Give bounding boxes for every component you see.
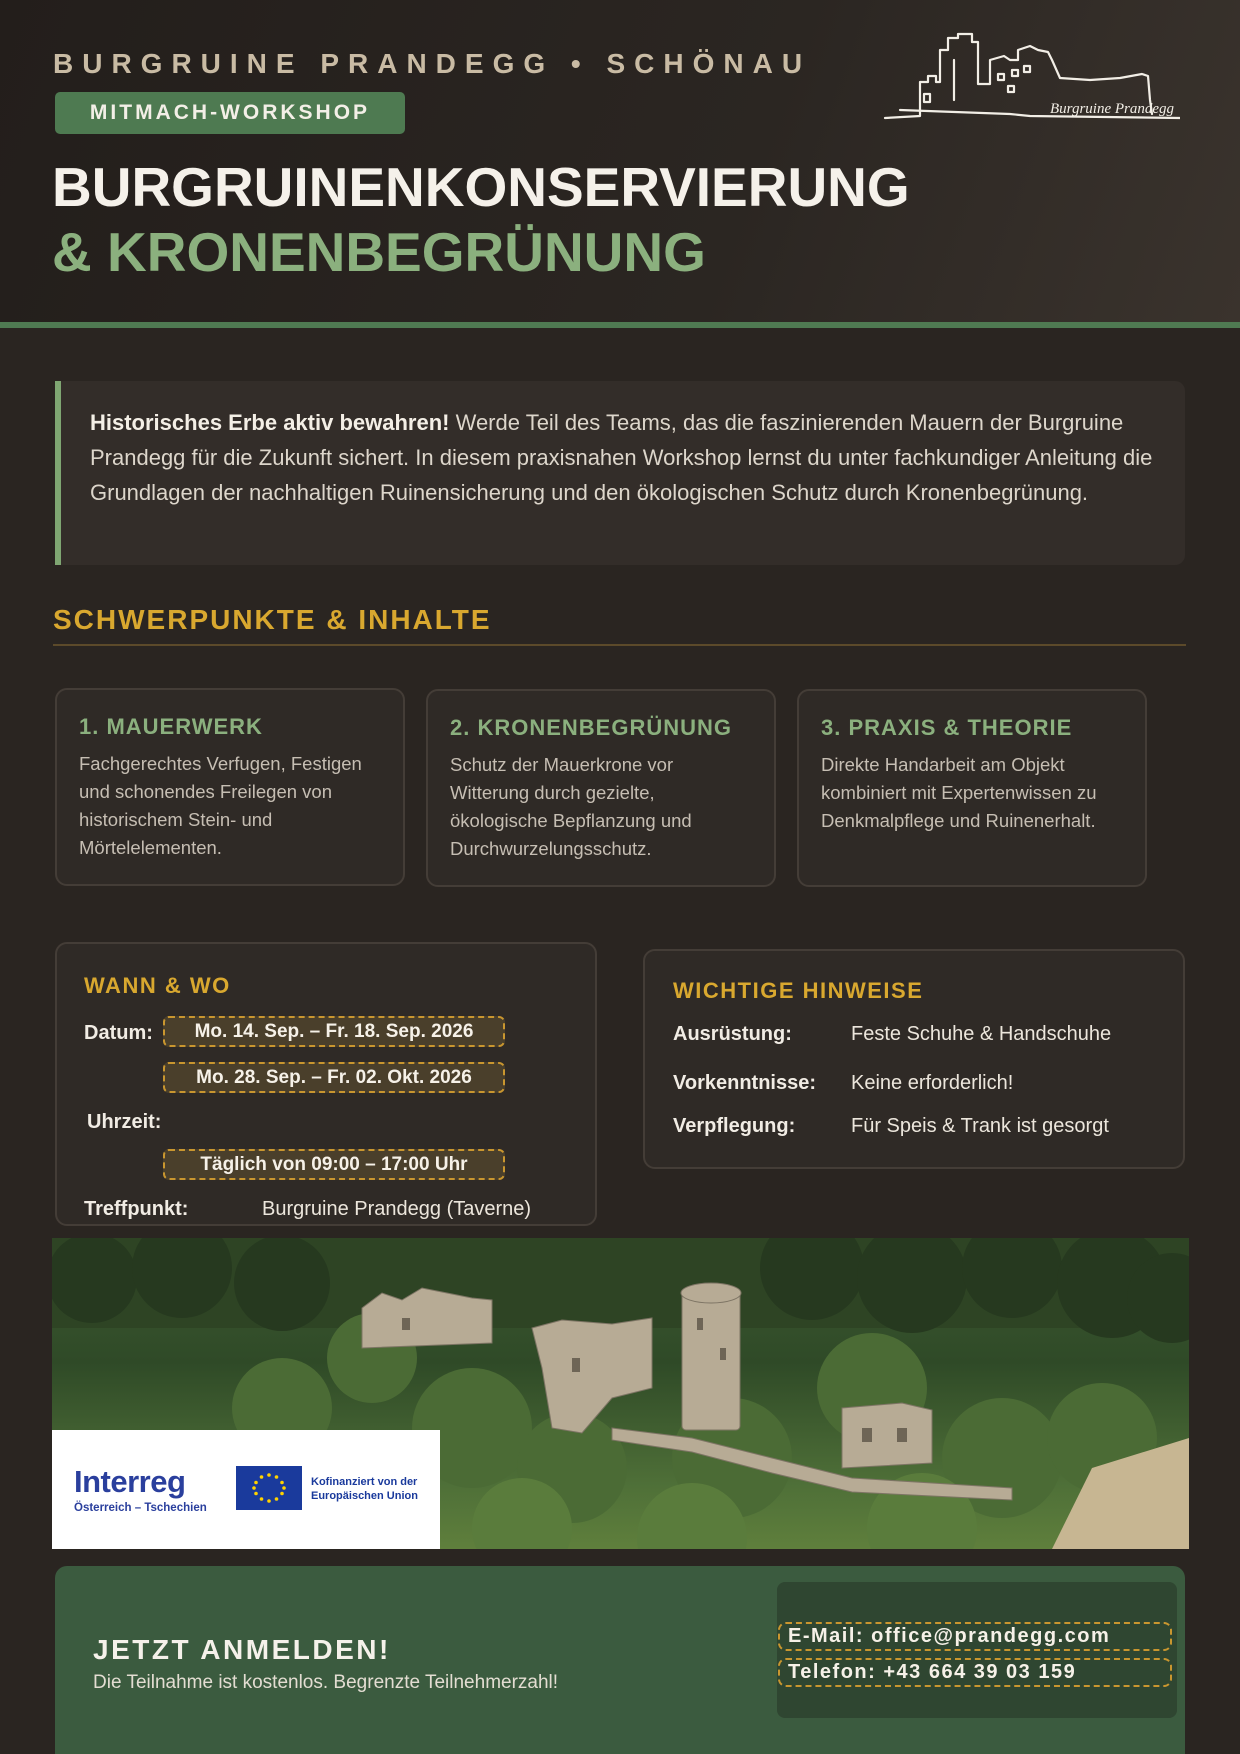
focus-card-greening: [426, 689, 776, 887]
catering-label: Verpflegung:: [673, 1115, 796, 1137]
date-chip-2: Mo. 28. Sep. – Fr. 02. Okt. 2026: [163, 1062, 505, 1093]
catering-value: Für Speis & Trank ist gesorgt: [851, 1115, 1109, 1137]
when-where-box: [55, 942, 597, 1226]
prior-knowledge-value: Keine erforderlich!: [851, 1072, 1014, 1094]
focus-card-title: 1. MAUERWERK: [79, 714, 263, 739]
focus-card-title: 2. KRONENBEGRÜNUNG: [450, 715, 733, 740]
focus-card-text: Direkte Handarbeit am Objekt kombiniert mit Expertenwissen zu Denkmalpflege und Ruinenerhalt.: [821, 754, 1097, 831]
contact-box: [777, 1582, 1177, 1718]
meeting-label: Treffpunkt:: [84, 1198, 189, 1220]
prior-knowledge-label: Vorkenntnisse:: [673, 1072, 816, 1094]
section-divider: [53, 644, 1186, 646]
intro-text: Werde Teil des Teams, das die faszinierenden Mauern der Burgruine Prandegg für die Zukunft sichert. In diesem praxisnahen Workshop lernst du unter fachkundiger Anleitung die Grundlagen der nachhaltigen Ruinensicherung und den ökologischen Schutz durch Kronenbegrünung.: [90, 410, 1153, 505]
equipment-label: Ausrüstung:: [673, 1023, 792, 1045]
intro-lead: Historisches Erbe aktiv bewahren!: [90, 410, 450, 435]
time-label: Uhrzeit:: [87, 1111, 162, 1133]
interreg-logo: Interreg: [74, 1464, 186, 1499]
focus-card-text: Schutz der Mauerkrone vor Witterung durch gezielte, ökologische Bepflanzung und Durchwurzelungsschutz.: [450, 754, 692, 859]
notes-box: [643, 949, 1185, 1169]
phone-link[interactable]: Telefon: +43 664 39 03 159: [778, 1658, 1172, 1687]
intro-box: [55, 381, 1185, 565]
cta-title: JETZT ANMELDEN!: [93, 1634, 391, 1665]
page-title-line1: BURGRUINENKONSERVIERUNG: [52, 156, 910, 218]
focus-card-masonry: [55, 688, 405, 886]
location-kicker: BURGRUINE PRANDEGG • SCHÖNAU: [53, 48, 812, 79]
time-chip: Täglich von 09:00 – 17:00 Uhr: [163, 1149, 505, 1180]
castle-logo-icon: [880, 30, 1180, 135]
registration-cta: [55, 1566, 1185, 1754]
focus-card-practice: [797, 689, 1147, 887]
eu-cofinanced-text: [311, 1475, 418, 1503]
equipment-value: Feste Schuhe & Handschuhe: [851, 1023, 1112, 1045]
focus-card-text: Fachgerechtes Verfugen, Festigen und schonendes Freilegen von historischem Stein- und Mörtelelementen.: [79, 753, 362, 858]
interreg-subtitle: Österreich – Tschechien: [74, 1502, 207, 1514]
header: [0, 0, 1240, 328]
eu-line-2: Europäischen Union: [311, 1490, 418, 1502]
workshop-badge: MITMACH-WORKSHOP: [55, 92, 405, 134]
cta-subtitle: Die Teilnahme ist kostenlos. Begrenzte Teilnehmerzahl!: [93, 1672, 559, 1693]
email-link[interactable]: E-Mail: office@prandegg.com: [778, 1622, 1172, 1651]
focus-card-title: 3. PRAXIS & THEORIE: [821, 715, 1073, 740]
funding-logos: [52, 1430, 440, 1549]
notes-title: WICHTIGE HINWEISE: [673, 978, 924, 1003]
date-label: Datum:: [84, 1022, 153, 1044]
date-chip-1: Mo. 14. Sep. – Fr. 18. Sep. 2026: [163, 1016, 505, 1047]
when-where-title: WANN & WO: [84, 973, 231, 998]
eu-flag-icon: [236, 1466, 302, 1510]
eu-line-1: Kofinanziert von der: [311, 1476, 418, 1488]
section-title-focus: SCHWERPUNKTE & INHALTE: [53, 604, 492, 635]
meeting-value: Burgruine Prandegg (Taverne): [262, 1198, 532, 1220]
logo-text: Burgruine Prandegg: [1050, 101, 1175, 117]
page-title-line2: & KRONENBEGRÜNUNG: [52, 221, 706, 283]
